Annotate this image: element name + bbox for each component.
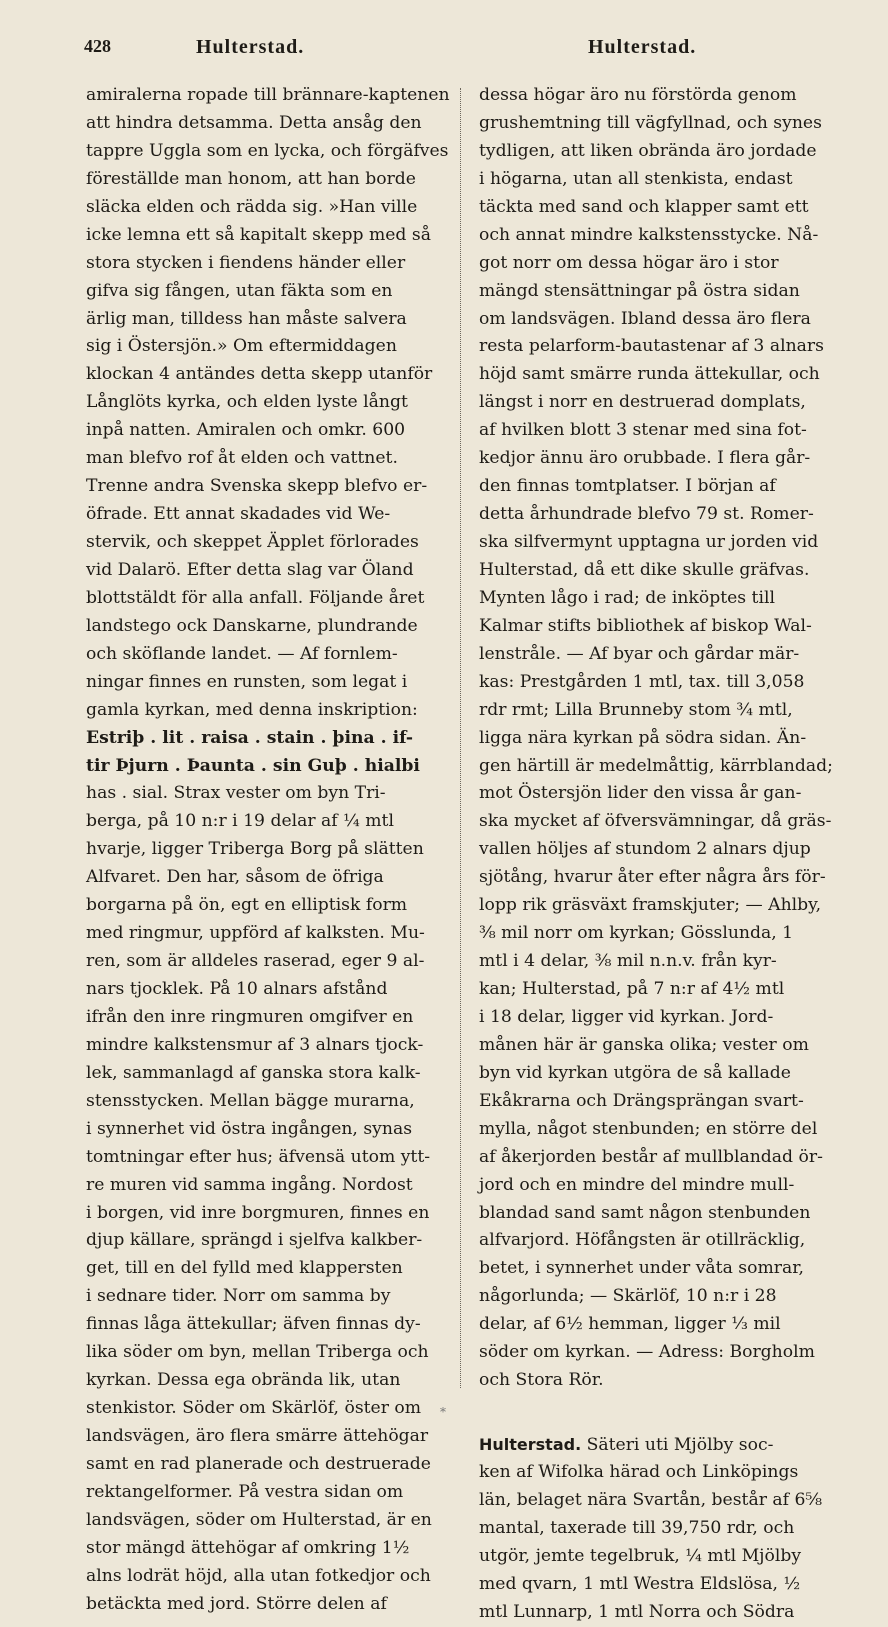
text-line: tomtningar efter hus; äfvensä utom ytt- (86, 1146, 431, 1167)
text-line: landsvägen, söder om Hulterstad, är en (86, 1509, 432, 1530)
page-number: 428 (84, 36, 111, 56)
page-mark-icon: * (440, 1405, 446, 1419)
text-line: lika söder om byn, mellan Triberga och (86, 1342, 429, 1363)
right-text-column (479, 82, 843, 1627)
text-line (479, 1431, 843, 1459)
text-line: dessa högar äro nu förstörda genom (479, 85, 797, 105)
text-line: vallen höljes af stundom 2 alnars djup (479, 839, 811, 860)
text-line: ärlig man, tilldess han måste salvera (86, 308, 407, 329)
text-line: tydligen, att liken obrända äro jordade (479, 140, 817, 161)
text-line (479, 1571, 843, 1599)
text-line: stensstycken. Mellan bägge murarna, (86, 1090, 415, 1111)
text-line: Kalmar stifts bibliothek af biskop Wal- (479, 615, 812, 636)
text-line: betäckta med jord. Större delen af (86, 1593, 387, 1614)
text-line (479, 1599, 843, 1627)
text-line: att hindra detsamma. Detta ansåg den (86, 112, 422, 133)
text-line: ⅜ mil norr om kyrkan; Gösslunda, 1 (479, 923, 794, 944)
text-line: den finnas tomtplatser. I början af (479, 476, 776, 497)
text-line: get, till en del fylld med klappersten (86, 1258, 403, 1279)
text-line: alns lodrät höjd, alla utan fotkedjor och (86, 1565, 431, 1586)
text-line: kan; Hulterstad, på 7 n:r af 4½ mtl (479, 979, 785, 999)
text-line: i 18 delar, ligger vid kyrkan. Jord- (479, 1006, 774, 1027)
text-line (479, 1459, 843, 1487)
text-line: delar, af 6½ hemman, ligger ⅓ mil (479, 1314, 781, 1335)
text-line: mylla, något stenbunden; en större del (479, 1118, 818, 1139)
text-line: finnas låga ättekullar; äfven finnas dy- (86, 1314, 421, 1335)
text-line: täckta med sand och klapper samt ett (479, 196, 809, 217)
text-line: i högarna, utan all stenkista, endast (479, 168, 793, 189)
text-line-content: Säteri uti Mjölby soc- (581, 1435, 774, 1456)
text-line: mindre kalkstensmur af 3 alnars tjock- (86, 1034, 424, 1055)
text-line: och annat mindre kalkstensstycke. Nå- (479, 224, 819, 245)
text-line-content: län, belaget nära Svartån, består af 6⅝ (479, 1489, 823, 1510)
right-column-part-b (479, 1431, 843, 1627)
text-line: i synnerhet vid östra ingången, synas (86, 1118, 413, 1139)
text-line: af åkerjorden består af mullblandad ör- (479, 1146, 823, 1167)
entry-headword: Hulterstad. (479, 1435, 582, 1455)
text-line: blandad sand samt någon stenbunden (479, 1202, 811, 1223)
text-line: betet, i synnerhet under våta somrar, (479, 1258, 805, 1279)
text-line: i borgen, vid inre borgmuren, finnes en (86, 1202, 430, 1223)
text-line-content: utgör, jemte tegelbruk, ¼ mtl Mjölby (479, 1545, 802, 1566)
text-line: klockan 4 antändes detta skepp utanför (86, 364, 433, 385)
text-line: ska silfvermynt upptagna ur jorden vid (479, 532, 819, 552)
text-line: af hvilken blott 3 stenar med sina fot- (479, 420, 807, 441)
text-line: stenkistor. Söder om Skärlöf, öster om (86, 1398, 422, 1419)
text-line: ren, som är alldeles raserad, eger 9 al- (86, 951, 425, 972)
text-line: släcka elden och rädda sig. »Han ville (86, 196, 418, 217)
text-line: blottstäldt för alla anfall. Följande året (86, 587, 425, 608)
text-line: kedjor ännu äro orubbade. I flera går- (479, 448, 811, 469)
text-line: kas: Prestgården 1 mtl, tax. till 3,058 (479, 671, 805, 692)
text-line: gen härtill är medelmåttig, kärrblandad; (479, 755, 833, 776)
text-line: i sednare tider. Norr om samma by (86, 1286, 391, 1307)
text-line (479, 1515, 843, 1543)
text-line: amiralerna ropade till brännare-kaptenen (86, 85, 450, 105)
text-line: gifva sig fången, utan fäkta som en (86, 280, 393, 301)
text-line: stora stycken i fiendens händer eller (86, 252, 406, 273)
text-line: tir Þjurn . Þaunta . sin Guþ . hialbi (86, 755, 420, 776)
text-line: inpå natten. Amiralen och omkr. 600 (86, 420, 406, 441)
text-line: Hulterstad, då ett dike skulle gräfvas. (479, 559, 810, 580)
text-line: Mynten lågo i rad; de inköptes till (479, 587, 775, 608)
running-head-left: Hulterstad. (196, 36, 305, 58)
text-line: vid Dalarö. Efter detta slag var Öland (86, 559, 414, 580)
left-text-column (86, 82, 450, 1619)
text-line: alfvarjord. Höfångsten är otillräcklig, (479, 1230, 806, 1251)
text-line: Alfvaret. Den har, såsom de öfriga (86, 867, 384, 888)
text-line: nars tjocklek. På 10 alnars afstånd (86, 979, 388, 999)
text-line: sig i Östersjön.» Om eftermiddagen (86, 336, 397, 357)
text-line (479, 1487, 843, 1515)
text-line: lenstråle. — Af byar och gårdar mär- (479, 643, 800, 664)
text-line: landstego ock Danskarne, plundrande (86, 615, 418, 636)
text-line: längst i norr en destruerad domplats, (479, 392, 806, 413)
text-line: lopp rik gräsväxt framskjuter; — Ahlby, (479, 895, 822, 916)
text-line-content: med qvarn, 1 mtl Westra Eldslösa, ½ (479, 1573, 801, 1594)
text-line: mängd stensättningar på östra sidan (479, 280, 800, 301)
text-line: jord och en mindre del mindre mull- (479, 1174, 795, 1195)
text-line: Långlöts kyrka, och elden lyste långt (86, 392, 408, 413)
text-line: ningar finnes en runsten, som legat i (86, 671, 408, 692)
text-line: tappre Uggla som en lycka, och förgäfves (86, 140, 449, 161)
text-line: sjötång, hvarur åter efter några års för- (479, 867, 826, 888)
text-line: föreställde man honom, att han borde (86, 168, 416, 189)
text-line: med ringmur, uppförd af kalksten. Mu- (86, 923, 425, 944)
text-line: om landsvägen. Ibland dessa äro flera (479, 308, 811, 329)
text-line: någorlunda; — Skärlöf, 10 n:r i 28 (479, 1286, 777, 1307)
text-line-content: ken af Wifolka härad och Linköpings (479, 1462, 799, 1482)
right-column-part-a (479, 82, 843, 1395)
text-line (479, 1543, 843, 1571)
text-line: hvarje, ligger Triberga Borg på slätten (86, 839, 424, 860)
text-line: byn vid kyrkan utgöra de så kallade (479, 1062, 791, 1083)
text-line: re muren vid samma ingång. Nordost (86, 1174, 413, 1195)
text-line: lek, sammanlagd af ganska stora kalk- (86, 1062, 421, 1083)
text-line: landsvägen, äro flera smärre ättehögar (86, 1426, 429, 1446)
text-line: rdr rmt; Lilla Brunneby stom ¾ mtl, (479, 699, 793, 720)
text-line: rektangelformer. På vestra sidan om (86, 1481, 404, 1502)
text-line: grushemtning till vägfyllnad, och synes (479, 112, 822, 133)
text-line: månen här är ganska olika; vester om (479, 1034, 809, 1055)
text-line: berga, på 10 n:r i 19 delar af ¼ mtl (86, 811, 394, 832)
text-line: man blefvo rof åt elden och vattnet. (86, 448, 398, 469)
text-line: höjd samt smärre runda ättekullar, och (479, 364, 820, 385)
text-line: samt en rad planerade och destruerade (86, 1453, 431, 1474)
text-line: och sköflande landet. — Af fornlem- (86, 643, 398, 664)
text-line: has . sial. Strax vester om byn Tri- (86, 783, 386, 804)
text-line-content: mantal, taxerade till 39,750 rdr, och (479, 1517, 795, 1538)
text-line: ska mycket af öfversvämningar, då gräs- (479, 811, 832, 832)
text-line: Estriþ . lit . raisa . stain . þina . if- (86, 727, 414, 748)
text-line: öfrade. Ett annat skadades vid We- (86, 504, 391, 525)
text-line: söder om kyrkan. — Adress: Borgholm (479, 1342, 815, 1363)
text-line: kyrkan. Dessa ega obrända lik, utan (86, 1370, 401, 1391)
running-head-right: Hulterstad. (588, 36, 697, 58)
text-line: Trenne andra Svenska skepp blefvo er- (86, 476, 428, 497)
text-line: stervik, och skeppet Äpplet förlorades (86, 532, 419, 552)
text-line: ifrån den inre ringmuren omgifver en (86, 1006, 414, 1027)
text-line: detta århundrade blefvo 79 st. Romer- (479, 504, 814, 525)
text-line: mtl i 4 delar, ⅜ mil n.n.v. från kyr- (479, 951, 777, 972)
text-line: Ekåkrarna och Drängsprängan svart- (479, 1090, 804, 1111)
text-line: mot Östersjön lider den vissa år gan- (479, 783, 802, 804)
text-line: got norr om dessa högar äro i stor (479, 252, 779, 273)
running-header (0, 36, 888, 66)
text-line: resta pelarform-bautastenar af 3 alnars (479, 336, 824, 357)
text-line: borgarna på ön, egt en elliptisk form (86, 895, 408, 916)
text-line: stor mängd ättehögar af omkring 1½ (86, 1537, 410, 1558)
text-line: ligga nära kyrkan på södra sidan. Än- (479, 727, 807, 748)
text-line: och Stora Rör. (479, 1370, 604, 1391)
text-line: djup källare, sprängd i sjelfva kalkber- (86, 1230, 423, 1251)
column-divider (460, 88, 462, 1388)
text-line: icke lemna ett så kapitalt skepp med så (86, 224, 431, 245)
paragraph-gap (479, 1395, 843, 1431)
text-line-content: mtl Lunnarp, 1 mtl Norra och Södra (479, 1601, 795, 1622)
text-line: gamla kyrkan, med denna inskription: (86, 699, 418, 720)
